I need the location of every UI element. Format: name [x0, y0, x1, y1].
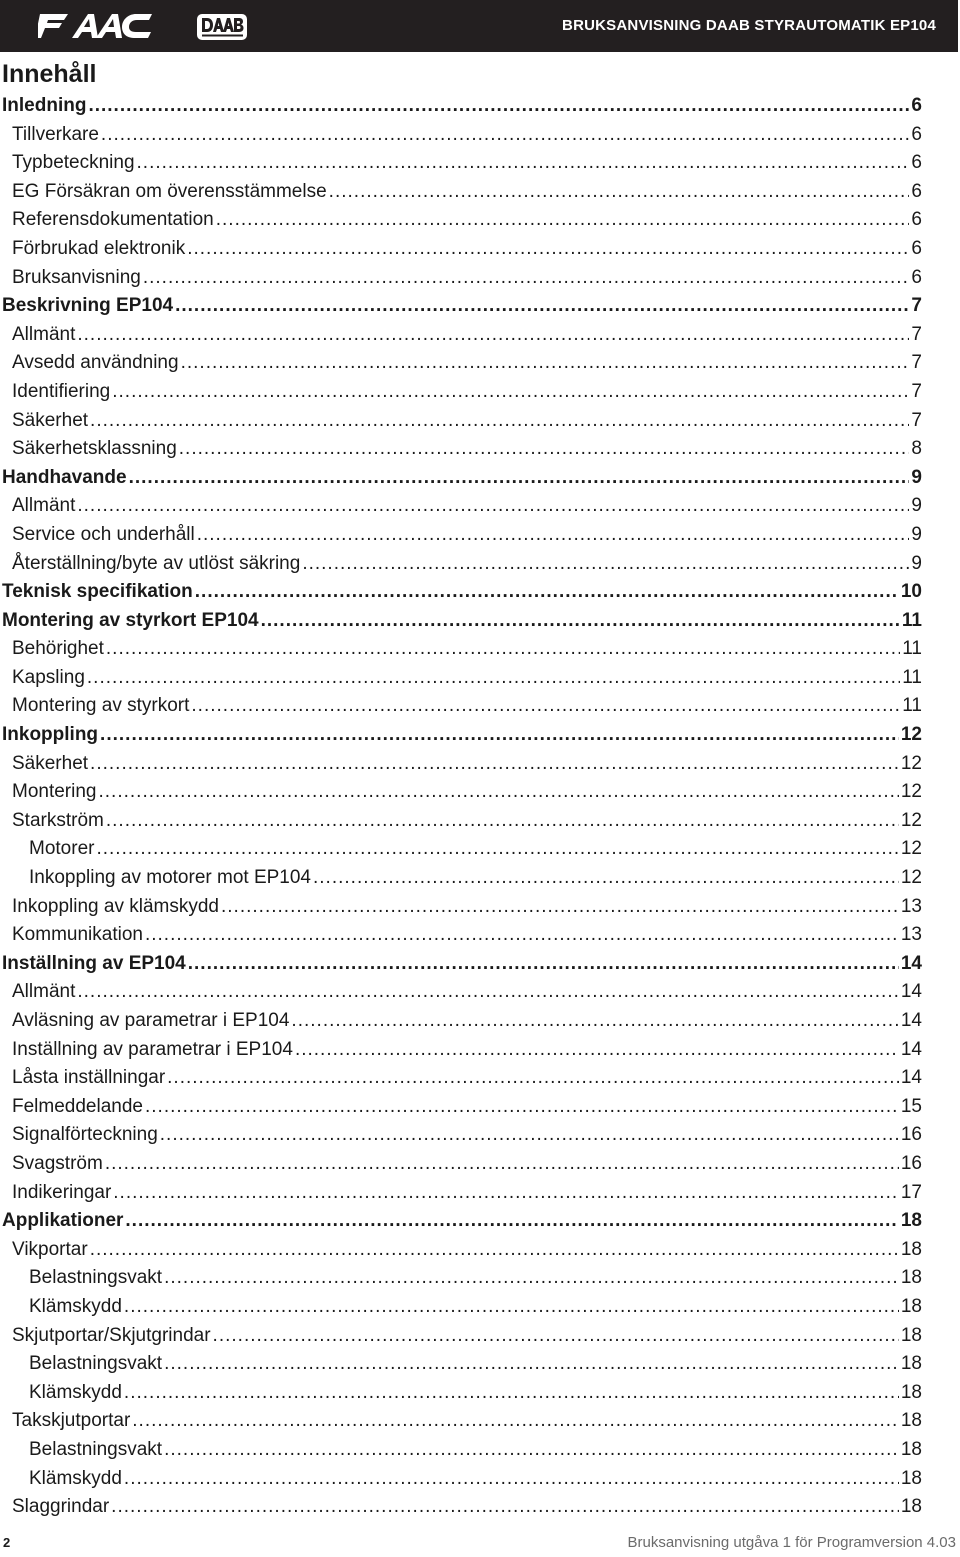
toc-dot-leader	[124, 1379, 899, 1408]
toc-entry-title: Vikportar	[12, 1238, 88, 1260]
toc-entry-page: 12	[900, 867, 922, 889]
toc-dot-leader	[90, 1236, 899, 1265]
toc-entry-page: 11	[902, 638, 922, 660]
toc-entry-page: 18	[900, 1295, 922, 1317]
toc-entry[interactable]	[0, 578, 922, 607]
toc-entry-title: Handhavande	[2, 466, 127, 488]
toc-entry-page: 14	[900, 1038, 922, 1060]
toc-entry-page: 11	[902, 666, 922, 688]
toc-entry[interactable]	[0, 1493, 922, 1522]
toc-entry-title: Motorer	[29, 838, 95, 860]
toc-entry-page: 6	[911, 123, 922, 145]
toc-dot-leader	[88, 92, 909, 121]
toc-entry-page: 18	[900, 1410, 922, 1432]
toc-dot-leader	[164, 1436, 899, 1465]
toc-entry[interactable]	[0, 178, 922, 207]
toc-entry-page: 18	[900, 1210, 922, 1232]
toc-entry-page: 11	[901, 609, 922, 631]
toc-entry[interactable]	[0, 1036, 922, 1065]
toc-dot-leader	[164, 1264, 899, 1293]
toc-entry-page: 12	[900, 781, 922, 803]
toc-heading: Innehåll	[2, 60, 97, 88]
toc-entry[interactable]	[0, 1407, 922, 1436]
toc-entry[interactable]	[0, 921, 922, 950]
toc-entry[interactable]	[0, 1264, 922, 1293]
toc-entry-title: Säkerhet	[12, 752, 89, 774]
toc-dot-leader	[96, 835, 898, 864]
toc-entry-title: Teknisk specifikation	[2, 581, 193, 603]
toc-entry-page: 18	[900, 1324, 922, 1346]
toc-entry-title: Klämskydd	[29, 1467, 122, 1489]
toc-entry[interactable]	[0, 550, 922, 579]
toc-entry[interactable]	[0, 692, 922, 721]
toc-entry-title: Belastningsvakt	[29, 1438, 163, 1460]
toc-entry-page: 14	[900, 952, 922, 974]
toc-entry[interactable]	[0, 864, 922, 893]
toc-entry[interactable]	[0, 1121, 922, 1150]
toc-dot-leader	[195, 578, 899, 607]
toc-dot-leader	[105, 1150, 899, 1179]
toc-dot-leader	[295, 1036, 899, 1065]
toc-entry[interactable]	[0, 1322, 922, 1351]
toc-entry-title: Klämskydd	[29, 1381, 122, 1403]
toc-entry-page: 6	[911, 152, 922, 174]
toc-entry-page: 16	[900, 1124, 922, 1146]
toc-entry-title: Kapsling	[12, 666, 85, 688]
toc-entry[interactable]	[0, 149, 922, 178]
toc-entry[interactable]	[0, 378, 922, 407]
toc-entry[interactable]	[0, 464, 922, 493]
toc-dot-leader	[90, 750, 899, 779]
toc-entry-page: 6	[911, 266, 922, 288]
toc-entry-page: 6	[911, 209, 922, 231]
toc-dot-leader	[145, 921, 899, 950]
toc-entry[interactable]	[0, 121, 922, 150]
toc-dot-leader	[213, 1322, 899, 1351]
toc-entry-title: Klämskydd	[29, 1295, 122, 1317]
toc-dot-leader	[77, 492, 909, 521]
toc-entry-title: Skjutportar/Skjutgrindar	[12, 1324, 211, 1346]
daab-logo	[196, 13, 248, 41]
toc-entry-title: Låsta inställningar	[12, 1067, 166, 1089]
toc-dot-leader	[302, 550, 909, 579]
toc-dot-leader	[113, 1179, 899, 1208]
toc-dot-leader	[143, 264, 910, 293]
toc-dot-leader	[188, 950, 899, 979]
toc-entry-title: Förbrukad elektronik	[12, 237, 186, 259]
toc-entry[interactable]	[0, 206, 922, 235]
toc-entry-page: 18	[900, 1353, 922, 1375]
toc-dot-leader	[90, 407, 909, 436]
toc-entry[interactable]	[0, 235, 922, 264]
toc-dot-leader	[175, 292, 909, 321]
toc-entry-title: Säkerhetsklassning	[12, 438, 177, 460]
toc-dot-leader	[191, 692, 900, 721]
toc-entry-title: Montering	[12, 781, 97, 803]
toc-entry[interactable]	[0, 978, 922, 1007]
toc-entry-title: Felmeddelande	[12, 1095, 143, 1117]
toc-entry-title: Inkoppling	[2, 724, 99, 746]
toc-dot-leader	[112, 378, 909, 407]
toc-entry-title: Inkoppling av motorer mot EP104	[29, 867, 311, 889]
toc-entry[interactable]	[0, 407, 922, 436]
toc-entry-page: 18	[900, 1467, 922, 1489]
toc-dot-leader	[221, 893, 899, 922]
toc-entry-title: Belastningsvakt	[29, 1267, 163, 1289]
toc-entry[interactable]	[0, 721, 922, 750]
toc-entry-page: 17	[900, 1181, 922, 1203]
toc-entry[interactable]	[0, 1093, 922, 1122]
toc-dot-leader	[216, 206, 910, 235]
toc-entry-page: 9	[911, 552, 922, 574]
toc-entry-title: Allmänt	[12, 323, 76, 345]
toc-entry[interactable]	[0, 292, 922, 321]
toc-entry[interactable]	[0, 607, 922, 636]
footer-text: Bruksanvisning utgåva 1 för Programversion 4.03	[627, 1534, 956, 1551]
toc-entry-page: 18	[900, 1438, 922, 1460]
toc-entry-title: Montering av styrkort	[12, 695, 190, 717]
toc-dot-leader	[106, 635, 900, 664]
toc-entry-page: 11	[902, 695, 922, 717]
toc-entry-page: 14	[900, 1010, 922, 1031]
toc-dot-leader	[164, 1350, 899, 1379]
toc-dot-leader	[137, 149, 910, 178]
toc-entry[interactable]	[0, 1007, 922, 1036]
toc-entry-page: 13	[900, 924, 922, 946]
toc-entry-title: Takskjutportar	[12, 1410, 131, 1432]
toc-dot-leader	[124, 1293, 899, 1322]
toc-dot-leader	[197, 521, 910, 550]
toc-entry[interactable]	[0, 1064, 922, 1093]
toc-entry[interactable]	[0, 807, 922, 836]
toc-entry-page: 6	[911, 95, 922, 116]
page-header	[0, 0, 958, 52]
toc-entry[interactable]	[0, 92, 922, 121]
toc-dot-leader	[111, 1493, 899, 1522]
toc-entry[interactable]	[0, 1207, 922, 1236]
toc-entry-title: Service och underhåll	[12, 523, 195, 545]
toc-entry-title: Starkström	[12, 809, 104, 831]
toc-entry[interactable]	[0, 492, 922, 521]
toc-entry[interactable]	[0, 835, 922, 864]
toc-entry-page: 12	[900, 752, 922, 774]
toc-entry-page: 7	[911, 409, 922, 431]
toc-entry-title: Signalförteckning	[12, 1124, 158, 1146]
toc-entry-title: Tillverkare	[12, 123, 99, 145]
toc-entry[interactable]	[0, 635, 922, 664]
toc-dot-leader	[99, 778, 899, 807]
toc-dot-leader	[77, 321, 909, 350]
toc-entry-title: Montering av styrkort EP104	[2, 609, 259, 631]
toc-entry-page: 7	[911, 352, 922, 374]
toc-dot-leader	[313, 864, 899, 893]
toc-dot-leader	[132, 1407, 899, 1436]
toc-dot-leader	[124, 1465, 899, 1494]
toc-entry-title: Applikationer	[2, 1210, 124, 1232]
toc-entry[interactable]	[0, 349, 922, 378]
toc-entry[interactable]	[0, 1236, 922, 1265]
toc-entry-title: Inledning	[2, 95, 87, 116]
toc-entry-title: Beskrivning EP104	[2, 295, 174, 317]
page-number: 2	[3, 1535, 11, 1550]
toc-entry-page: 18	[900, 1496, 922, 1518]
toc-entry-page: 12	[900, 724, 922, 746]
toc-entry-page: 13	[900, 895, 922, 917]
toc-dot-leader	[77, 978, 899, 1007]
toc-entry[interactable]	[0, 950, 922, 979]
toc-dot-leader	[329, 178, 910, 207]
toc-dot-leader	[261, 607, 900, 636]
toc-dot-leader	[291, 1007, 898, 1036]
toc-dot-leader	[106, 807, 899, 836]
table-of-contents	[0, 92, 922, 1522]
toc-entry[interactable]	[0, 1150, 922, 1179]
toc-entry-page: 14	[900, 981, 922, 1003]
toc-entry[interactable]	[0, 1179, 922, 1208]
toc-entry-title: Belastningsvakt	[29, 1353, 163, 1375]
toc-entry[interactable]	[0, 1465, 922, 1494]
toc-entry-page: 18	[900, 1381, 922, 1403]
toc-dot-leader	[125, 1207, 898, 1236]
toc-dot-leader	[87, 664, 900, 693]
toc-entry-page: 7	[911, 380, 922, 402]
toc-dot-leader	[100, 721, 899, 750]
toc-entry-title: Svagström	[12, 1152, 103, 1174]
toc-entry[interactable]	[0, 1436, 922, 1465]
toc-entry-page: 16	[900, 1152, 922, 1174]
toc-entry[interactable]	[0, 893, 922, 922]
toc-entry[interactable]	[0, 435, 922, 464]
toc-entry-page: 18	[900, 1238, 922, 1260]
toc-entry[interactable]	[0, 750, 922, 779]
toc-dot-leader	[101, 121, 910, 150]
toc-entry-title: Avläsning av parametrar i EP104	[12, 1010, 290, 1031]
toc-entry-title: Indikeringar	[12, 1181, 112, 1203]
toc-entry-title: Typbeteckning	[12, 152, 135, 174]
toc-entry-page: 18	[900, 1267, 922, 1289]
toc-entry-page: 9	[911, 523, 922, 545]
toc-entry-title: Inställning av parametrar i EP104	[12, 1038, 293, 1060]
toc-dot-leader	[145, 1093, 899, 1122]
toc-entry-page: 9	[911, 466, 922, 488]
toc-entry-title: EG Försäkran om överensstämmelse	[12, 180, 327, 202]
toc-entry-page: 6	[911, 180, 922, 202]
toc-entry-title: Slaggrindar	[12, 1496, 110, 1518]
toc-entry-title: Bruksanvisning	[12, 266, 141, 288]
toc-entry-title: Kommunikation	[12, 924, 143, 946]
toc-entry-title: Allmänt	[12, 495, 76, 517]
toc-entry-title: Avsedd användning	[12, 352, 179, 374]
toc-entry[interactable]	[0, 1293, 922, 1322]
toc-entry-title: Referensdokumentation	[12, 209, 214, 231]
toc-entry-page: 7	[911, 295, 922, 317]
toc-entry-page: 10	[900, 581, 922, 603]
toc-entry-page: 15	[900, 1095, 922, 1117]
toc-dot-leader	[129, 464, 910, 493]
toc-entry-page: 7	[911, 323, 922, 345]
toc-entry-title: Säkerhet	[12, 409, 89, 431]
toc-dot-leader	[160, 1121, 899, 1150]
toc-entry-page: 12	[900, 809, 922, 831]
toc-dot-leader	[181, 349, 910, 378]
toc-entry[interactable]	[0, 1379, 922, 1408]
document-title: BRUKSANVISNING DAAB STYRAUTOMATIK EP104	[562, 17, 936, 34]
toc-dot-leader	[187, 235, 909, 264]
toc-entry[interactable]	[0, 664, 922, 693]
toc-entry-page: 9	[911, 495, 922, 517]
toc-entry-title: Behörighet	[12, 638, 104, 660]
toc-entry[interactable]	[0, 321, 922, 350]
toc-entry[interactable]	[0, 264, 922, 293]
toc-entry-page: 8	[911, 438, 922, 460]
toc-entry-title: Inkoppling av klämskydd	[12, 895, 219, 917]
toc-dot-leader	[179, 435, 910, 464]
faac-logo	[38, 12, 154, 40]
toc-entry-page: 14	[900, 1067, 922, 1089]
toc-entry-title: Identifiering	[12, 380, 111, 402]
toc-entry-title: Återställning/byte av utlöst säkring	[12, 552, 301, 574]
toc-entry-title: Inställning av EP104	[2, 952, 186, 974]
toc-entry-page: 6	[911, 237, 922, 259]
toc-entry-title: Allmänt	[12, 981, 76, 1003]
toc-entry[interactable]	[0, 521, 922, 550]
toc-entry[interactable]	[0, 1350, 922, 1379]
toc-entry[interactable]	[0, 778, 922, 807]
toc-dot-leader	[167, 1064, 899, 1093]
toc-entry-page: 12	[900, 838, 922, 860]
